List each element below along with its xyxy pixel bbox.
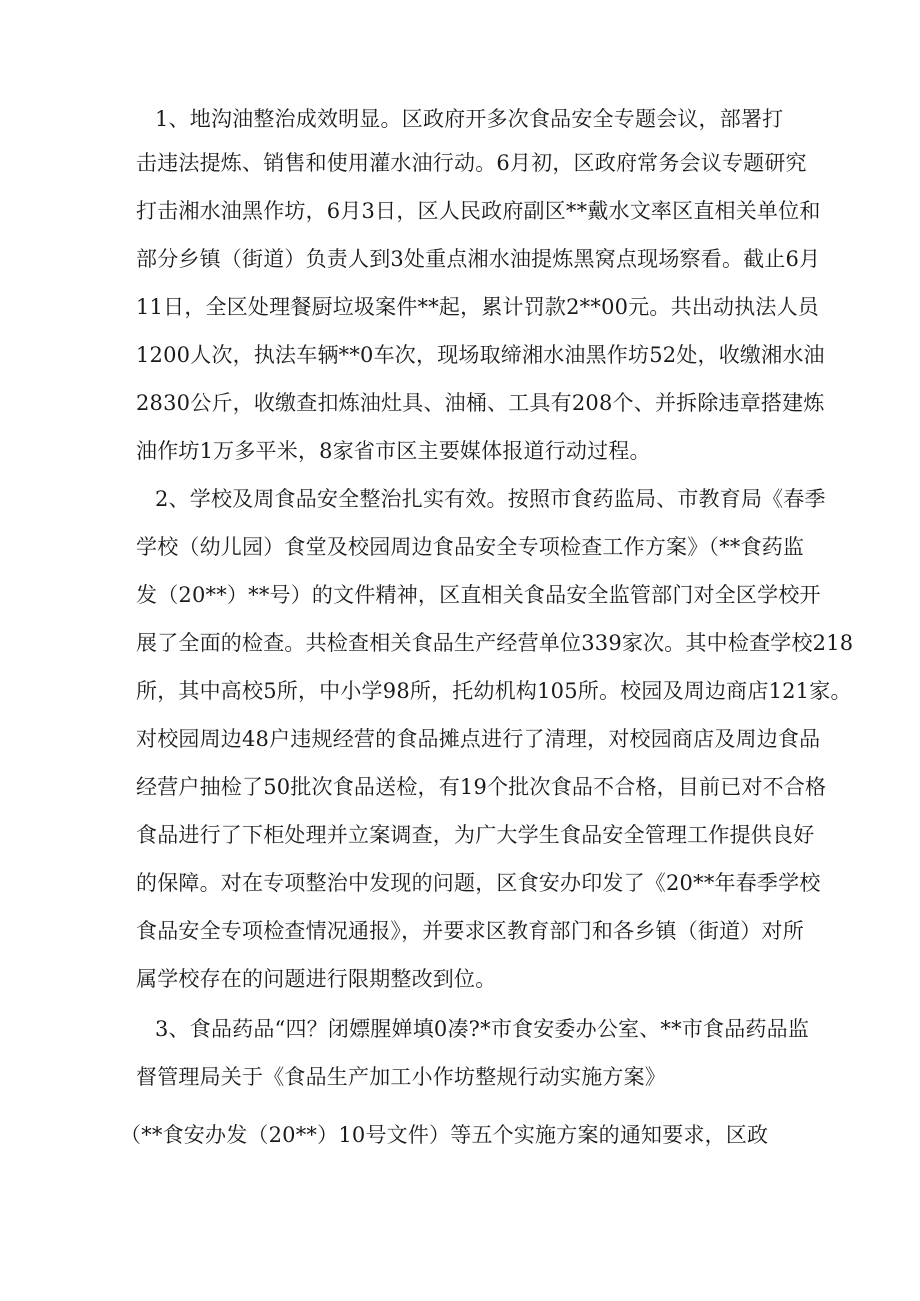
text-line: 击违法提炼、销售和使用灌水油行动。6月初，区政府常务会议专题研究 (136, 151, 807, 175)
text-line: 1200人次，执法车辆**0车次，现场取缔湘水油黑作坊52处，收缴湘水油 (136, 343, 825, 367)
text-line: 食品进行了下柜处理并立案调查，为广大学生食品安全管理工作提供良好 (136, 823, 815, 847)
text-line: 学校（幼儿园）食堂及校园周边食品安全专项检查工作方案》（**食药监 (136, 535, 805, 559)
text-line: 2、学校及周食品安全整治扎实有效。按照市食药监局、市教育局《春季 (155, 487, 826, 511)
text-line: 经营户抽检了50批次食品送检，有19个批次食品不合格，目前已对不合格 (136, 775, 827, 799)
text-line: 11日，全区处理餐厨垃圾案件**起，累计罚款2**00元。共出动执法人员 (136, 295, 820, 319)
text-line: 部分乡镇（街道）负责人到3处重点湘水油提炼黑窝点现场察看。截止6月 (136, 247, 821, 271)
text-line: 打击湘水油黑作坊，6月3日，区人民政府副区**戴水文率区直相关单位和 (136, 199, 821, 223)
text-line: 督管理局关于《食品生产加工小作坊整规行动实施方案》 (136, 1065, 666, 1089)
text-line: 属学校存在的问题进行限期整改到位。 (136, 967, 497, 991)
text-line: 发（20**）**号）的文件精神，区直相关食品安全监管部门对全区学校开 (136, 583, 821, 607)
text-line: 对校园周边48户违规经营的食品摊点进行了清理，对校园商店及周边食品 (136, 727, 821, 751)
text-line: 所，其中高校5所，中小学98所，托幼机构105所。校园及周边商店121家。 (136, 679, 852, 703)
text-line: 1、地沟油整治成效明显。区政府开多次食品安全专题会议，部署打 (155, 107, 784, 131)
text-line: 3、食品药品“四？闭嫖腥婵填0凑?*市食安委办公室、**市食品药品监 (155, 1017, 810, 1041)
text-line: （**食安办发（20**）10号文件）等五个实施方案的通知要求，区政 (120, 1123, 769, 1147)
text-line: 油作坊1万多平米，8家省市区主要媒体报道行动过程。 (136, 439, 651, 463)
text-line: 的保障。对在专项整治中发现的问题，区食安办印发了《20**年春季学校 (136, 871, 821, 895)
text-line: 2830公斤，收缴查扣炼油灶具、油桶、工具有208个、并拆除违章搭建炼 (136, 391, 825, 415)
text-line: 食品安全专项检查情况通报》，并要求区教育部门和各乡镇（街道）对所 (136, 919, 804, 943)
text-line: 展了全面的检查。共检查相关食品生产经营单位339家次。其中检查学校218 (136, 631, 854, 655)
